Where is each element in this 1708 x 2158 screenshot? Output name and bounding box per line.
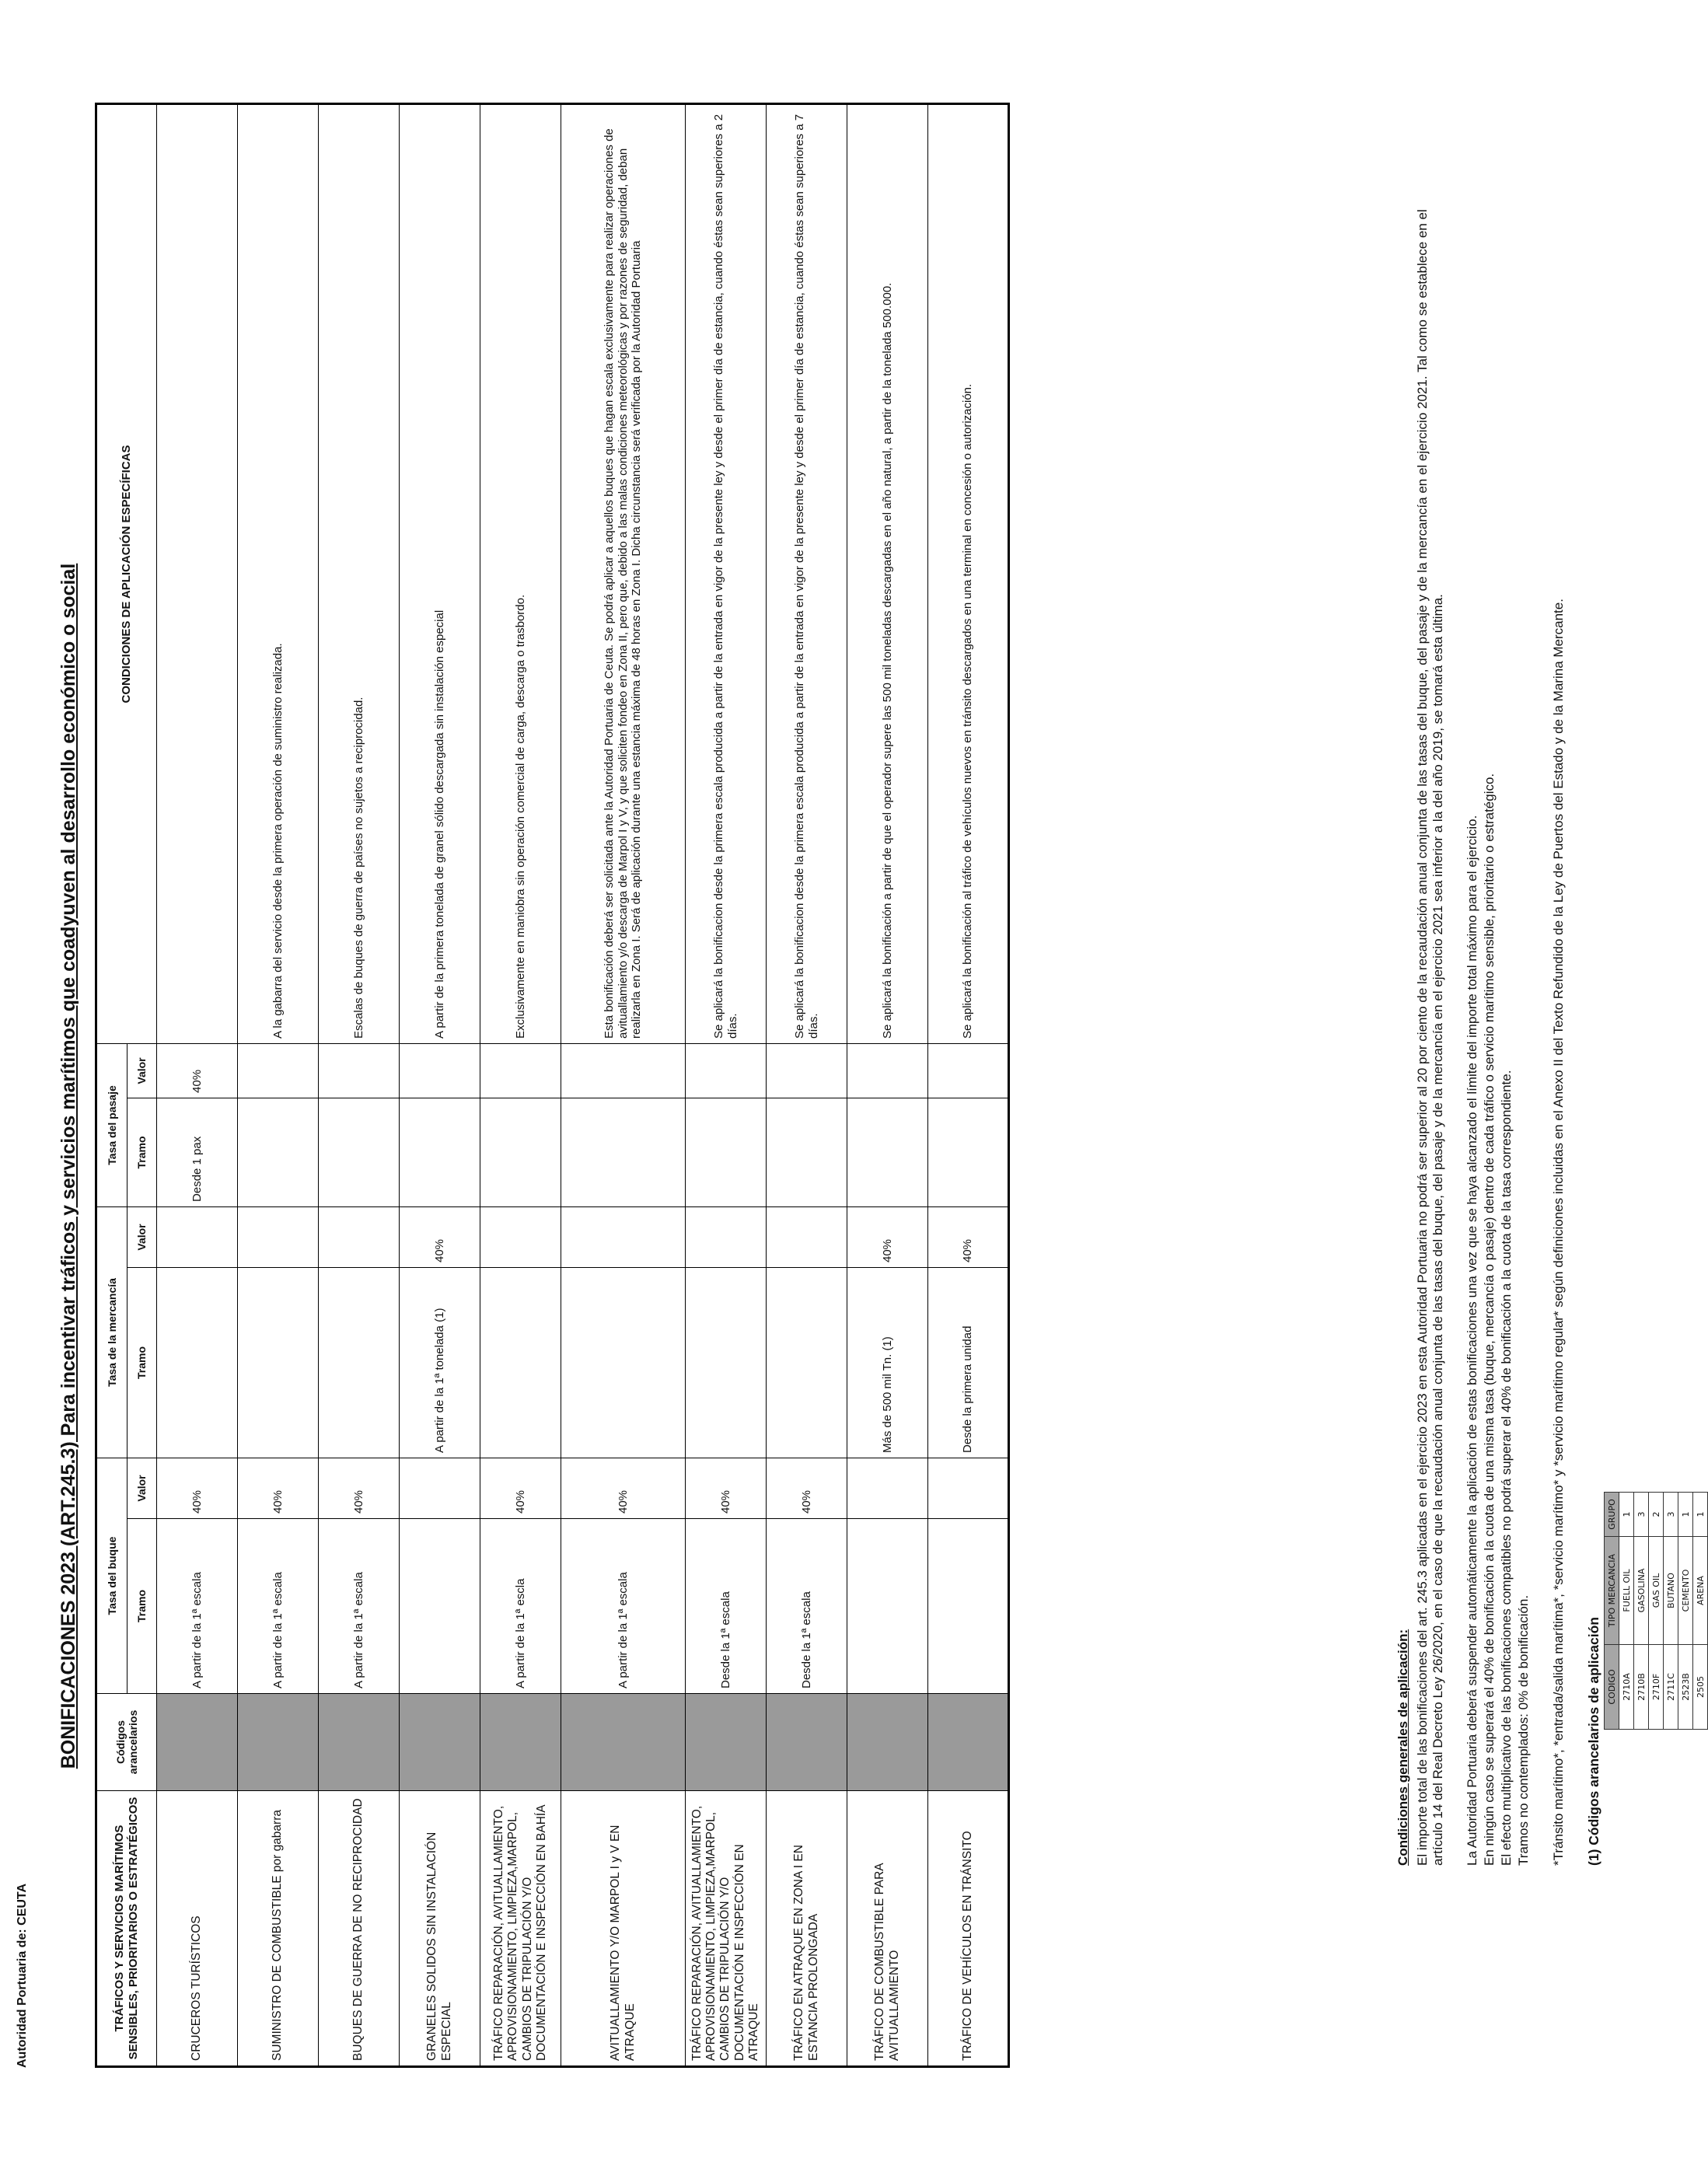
codes-header-codigo: CODIGO bbox=[1605, 1645, 1619, 1730]
conditions-cell: A partir de la primera tonelada de granel sólido descargada sin instalación especial bbox=[400, 103, 480, 1043]
ship-valor-cell: 40% bbox=[480, 1458, 561, 1519]
table-row bbox=[1649, 1493, 1664, 1730]
codes-section-title: (1) Códigos arancelarios de aplicación bbox=[1586, 1617, 1601, 1866]
traffic-cell: AVITUALLAMIENTO Y/O MARPOL I y V EN ATRAQUE bbox=[561, 1791, 686, 2067]
table-row bbox=[319, 103, 400, 2066]
table-row bbox=[480, 103, 561, 2066]
conditions-cell: Se aplicará la bonificacion desde la primera escala producida a partir de la entrada en vigor de la presente ley y desde el primer día de estancia, cuando éstas sean superiores a 2 días. bbox=[686, 103, 767, 1043]
group-cell: 3 bbox=[1634, 1493, 1649, 1537]
codes-header-tipo: TIPO MERCANCIA bbox=[1605, 1537, 1619, 1645]
ship-tramo-cell: Desde la 1ª escala bbox=[686, 1519, 767, 1694]
goods-type-cell: CEMENTO bbox=[1678, 1537, 1693, 1645]
table-row bbox=[1634, 1493, 1649, 1730]
pax-valor-cell bbox=[561, 1043, 686, 1098]
ship-valor-cell: 40% bbox=[157, 1458, 238, 1519]
codes-cell bbox=[847, 1694, 928, 1791]
document-title: BONIFICACIONES 2023 (ART.245.3) Para incentivar tráficos y servicios marítimos que coadyuven al desarrollo económico o social bbox=[58, 563, 79, 1769]
header-goods-valor: Valor bbox=[127, 1206, 157, 1267]
ship-valor-cell bbox=[847, 1458, 928, 1519]
code-cell: 2505 bbox=[1693, 1645, 1708, 1730]
pax-tramo-cell: Desde 1 pax bbox=[157, 1098, 238, 1206]
header-passenger: Tasa del pasaje bbox=[96, 1043, 127, 1206]
table-row bbox=[157, 103, 238, 2066]
header-codes: Códigos arancelarios bbox=[96, 1694, 157, 1791]
pax-tramo-cell bbox=[561, 1098, 686, 1206]
goods-valor-cell: 40% bbox=[847, 1206, 928, 1267]
pax-tramo-cell bbox=[480, 1098, 561, 1206]
goods-type-cell: FUELL OIL bbox=[1619, 1537, 1634, 1645]
pax-tramo-cell bbox=[400, 1098, 480, 1206]
codes-cell bbox=[319, 1694, 400, 1791]
code-cell: 2710B bbox=[1634, 1645, 1649, 1730]
codes-cell bbox=[238, 1694, 319, 1791]
table-row bbox=[847, 103, 928, 2066]
general-conditions-paragraph: La Autoridad Portuaria deberá suspender automáticamente la aplicación de estas bonificaciones una vez que se haya alcanzado el límite del importe total máximo para el ejercicio. bbox=[1465, 815, 1479, 1866]
ship-tramo-cell bbox=[928, 1519, 1009, 1694]
pax-tramo-cell bbox=[928, 1098, 1009, 1206]
ship-tramo-cell bbox=[400, 1519, 480, 1694]
table-row bbox=[561, 103, 686, 2066]
table-row bbox=[928, 103, 1009, 2066]
ship-tramo-cell: A partir de la 1ª escala bbox=[319, 1519, 400, 1694]
group-cell: 1 bbox=[1619, 1493, 1634, 1537]
pax-valor-cell bbox=[238, 1043, 319, 1098]
codes-cell bbox=[480, 1694, 561, 1791]
codes-header-grupo: GRUPO bbox=[1605, 1493, 1619, 1537]
conditions-cell: Escalas de buques de guerra de países no sujetos a reciprocidad. bbox=[319, 103, 400, 1043]
goods-valor-cell: 40% bbox=[400, 1206, 480, 1267]
pax-valor-cell bbox=[400, 1043, 480, 1098]
traffic-cell: TRÁFICO DE COMBUSTIBLE PARA AVITUALLAMIENTO bbox=[847, 1791, 928, 2067]
pax-tramo-cell bbox=[847, 1098, 928, 1206]
goods-valor-cell bbox=[319, 1206, 400, 1267]
ship-valor-cell: 40% bbox=[767, 1458, 847, 1519]
bonificaciones-table bbox=[95, 103, 1010, 2068]
goods-tramo-cell bbox=[767, 1268, 847, 1458]
codes-cell bbox=[157, 1694, 238, 1791]
table-row bbox=[1664, 1493, 1678, 1730]
conditions-cell: Esta bonificación deberá ser solicitada ante la Autoridad Portuaria de Ceuta. Se podrá aplicar a aquellos buques que hagan escala exclusivamente para realizar operaciones de avituallamiento y/o descarga de Marpol I y V, y que soliciten fondeo en Zona II, pero que, debido a las malas condiciones meteorológicas y por razones de seguridad, deban realizarla en Zona I. Será de aplicación durante una estancia máxima de 48 horas en Zona I. Dicha circunstancia será verificada por la Autoridad Portuaria bbox=[561, 103, 686, 1043]
ship-valor-cell bbox=[400, 1458, 480, 1519]
traffic-cell: TRÁFICO EN ATRAQUE EN ZONA I EN ESTANCIA PROLONGADA bbox=[767, 1791, 847, 2067]
table-row bbox=[686, 103, 767, 2066]
goods-valor-cell bbox=[480, 1206, 561, 1267]
table-row bbox=[400, 103, 480, 2066]
code-cell: 2710F bbox=[1649, 1645, 1664, 1730]
pax-valor-cell bbox=[847, 1043, 928, 1098]
table-row bbox=[238, 103, 319, 2066]
codes-cell bbox=[928, 1694, 1009, 1791]
codes-cell bbox=[561, 1694, 686, 1791]
header-traffic: TRÁFICOS Y SERVICIOS MARÍTIMOS SENSIBLES, PRIORITARIOS O ESTRATÉGICOS bbox=[96, 1791, 157, 2067]
group-cell: 3 bbox=[1664, 1493, 1678, 1537]
pax-tramo-cell bbox=[686, 1098, 767, 1206]
ship-tramo-cell: Desde la 1ª escala bbox=[767, 1519, 847, 1694]
header-goods: Tasa de la mercancía bbox=[96, 1206, 127, 1458]
pax-valor-cell bbox=[928, 1043, 1009, 1098]
ship-tramo-cell: A partir de la 1ª escala bbox=[561, 1519, 686, 1694]
ship-valor-cell: 40% bbox=[238, 1458, 319, 1519]
header-pax-tramo: Tramo bbox=[127, 1098, 157, 1206]
goods-tramo-cell bbox=[157, 1268, 238, 1458]
pax-valor-cell: 40% bbox=[157, 1043, 238, 1098]
codes-cell bbox=[686, 1694, 767, 1791]
goods-tramo-cell bbox=[686, 1268, 767, 1458]
pax-valor-cell bbox=[480, 1043, 561, 1098]
conditions-cell bbox=[157, 103, 238, 1043]
goods-valor-cell: 40% bbox=[928, 1206, 1009, 1267]
goods-type-cell: ARENA bbox=[1693, 1537, 1708, 1645]
conditions-cell: Se aplicará la bonificacion desde la primera escala producida a partir de la entrada en vigor de la presente ley y desde el primer día de estancia, cuando éstas sean superiores a 7 días. bbox=[767, 103, 847, 1043]
goods-valor-cell bbox=[561, 1206, 686, 1267]
ship-tramo-cell: A partir de la 1ª escala bbox=[157, 1519, 238, 1694]
goods-tramo-cell bbox=[238, 1268, 319, 1458]
pax-valor-cell bbox=[686, 1043, 767, 1098]
table-row bbox=[1693, 1493, 1708, 1730]
document-page bbox=[0, 47, 1706, 2099]
conditions-cell: Exclusivamente en maniobra sin operación comercial de carga, descarga o trasbordo. bbox=[480, 103, 561, 1043]
conditions-cell: Se aplicará la bonificación a partir de que el operador supere las 500 mil toneladas descargadas en el año natural, a partir de la tonelada 500.000. bbox=[847, 103, 928, 1043]
ship-tramo-cell bbox=[847, 1519, 928, 1694]
general-conditions-paragraph: El importe total de las bonificaciones del art. 245.3 aplicadas en el ejercicio 2023 en esta Autoridad Portuaria no podrá ser superior al 20 por ciento de la recaudación anual conjunta de las tasas del buque, del pasaje y de la mercancía en el ejercicio 2021. Tal como se establece en el artículo 14 del Real Decreto Ley 26/2020, en el caso de que la recaudación anual conjunta de las tasas del buque, del pasaje y de la mercancía en el ejercicio 2021 sea inferior a la del año 2019, se tomará esta última. bbox=[1415, 209, 1446, 1866]
goods-tramo-cell: Desde la primera unidad bbox=[928, 1268, 1009, 1458]
code-cell: 2523B bbox=[1678, 1645, 1693, 1730]
ship-tramo-cell: A partir de la 1ª escala bbox=[238, 1519, 319, 1694]
codes-cell bbox=[767, 1694, 847, 1791]
header-ship: Tasa del buque bbox=[96, 1458, 127, 1694]
header-ship-tramo: Tramo bbox=[127, 1519, 157, 1694]
code-cell: 2711C bbox=[1664, 1645, 1678, 1730]
goods-valor-cell bbox=[238, 1206, 319, 1267]
pax-valor-cell bbox=[319, 1043, 400, 1098]
header-conditions: CONDICIONES DE APLICACIÓN ESPECÍFICAS bbox=[96, 103, 157, 1043]
ship-tramo-cell: A partir de la 1ª escla bbox=[480, 1519, 561, 1694]
goods-type-cell: BUTANO bbox=[1664, 1537, 1678, 1645]
traffic-cell: CRUCEROS TURÍSTICOS bbox=[157, 1791, 238, 2067]
table-row bbox=[1678, 1493, 1693, 1730]
goods-valor-cell bbox=[686, 1206, 767, 1267]
goods-valor-cell bbox=[767, 1206, 847, 1267]
traffic-cell: TRÁFICO REPARACIÓN, AVITUALLAMIENTO, APROVISIONAMIENTO, LIMPIEZA,MARPOL, CAMBIOS DE TRIPULACIÓN Y/O DOCUMENTACIÓN E INSPECCIÓN EN BAHÍA bbox=[480, 1791, 561, 2067]
table-row bbox=[1619, 1493, 1634, 1730]
goods-tramo-cell: Más de 500 mil Tn. (1) bbox=[847, 1268, 928, 1458]
definitions-note: *Tránsito marítimo*, *entrada/salida marítima*, *servicio marítimo* y *servicio marítimo regular* según definiciones incluidas en el Anexo II del Texto Refundido de la Ley de Puertos del Estado y de la Marina Mercante. bbox=[1551, 599, 1566, 1866]
pax-tramo-cell bbox=[319, 1098, 400, 1206]
goods-tramo-cell: A partir de la 1ª tonelada (1) bbox=[400, 1268, 480, 1458]
goods-valor-cell bbox=[157, 1206, 238, 1267]
conditions-cell: Se aplicará la bonificación al tráfico de vehículos nuevos en tránsito descargados en una terminal en concesión o autorización. bbox=[928, 103, 1009, 1043]
general-conditions-paragraph: El efecto multiplicativo de las bonificaciones compatibles no podrá superar el 40% de bonificación a la cuota de la tasa correspondiente. bbox=[1499, 1070, 1514, 1866]
authority-label: Autoridad Portuaria de: CEUTA bbox=[16, 1883, 29, 2068]
traffic-cell: GRANELES SOLIDOS SIN INSTALACIÓN ESPECIAL bbox=[400, 1791, 480, 2067]
goods-tramo-cell bbox=[319, 1268, 400, 1458]
group-cell: 2 bbox=[1649, 1493, 1664, 1537]
pax-tramo-cell bbox=[767, 1098, 847, 1206]
goods-tramo-cell bbox=[561, 1268, 686, 1458]
header-pax-valor: Valor bbox=[127, 1043, 157, 1098]
goods-tramo-cell bbox=[480, 1268, 561, 1458]
general-conditions-title: Condiciones generales de aplicación: bbox=[1395, 1629, 1410, 1866]
goods-type-cell: GAS OIL bbox=[1649, 1537, 1664, 1645]
traffic-cell: BUQUES DE GUERRA DE NO RECIPROCIDAD bbox=[319, 1791, 400, 2067]
ship-valor-cell: 40% bbox=[561, 1458, 686, 1519]
code-cell: 2710A bbox=[1619, 1645, 1634, 1730]
group-cell: 1 bbox=[1693, 1493, 1708, 1537]
pax-tramo-cell bbox=[238, 1098, 319, 1206]
conditions-cell: A la gabarra del servicio desde la primera operación de suministro realizada. bbox=[238, 103, 319, 1043]
general-conditions-paragraph: Tramos no contemplados: 0% de bonificación. bbox=[1516, 1594, 1531, 1866]
ship-valor-cell: 40% bbox=[686, 1458, 767, 1519]
traffic-cell: TRÁFICO DE VEHÍCULOS EN TRÁNSITO bbox=[928, 1791, 1009, 2067]
ship-valor-cell bbox=[928, 1458, 1009, 1519]
traffic-cell: TRÁFICO REPARACIÓN, AVITUALLAMIENTO, APROVISIONAMIENTO, LIMPIEZA,MARPOL, CAMBIOS DE TRIPULACIÓN Y/O DOCUMENTACIÓN E INSPECCIÓN EN ATRAQUE bbox=[686, 1791, 767, 2067]
group-cell: 1 bbox=[1678, 1493, 1693, 1537]
table-row bbox=[767, 103, 847, 2066]
codes-cell bbox=[400, 1694, 480, 1791]
codes-table bbox=[1604, 1492, 1708, 1730]
header-goods-tramo: Tramo bbox=[127, 1268, 157, 1458]
traffic-cell: SUMINISTRO DE COMBUSTIBLE por gabarra bbox=[238, 1791, 319, 2067]
goods-type-cell: GASOLINA bbox=[1634, 1537, 1649, 1645]
general-conditions-paragraph: En ningún caso se superará el 40% de bonificación a la cuota de una misma tasa (buque, mercancía o pasaje) dentro de cada tráfico o servicio marítimo sensible, prioritario o estratégico. bbox=[1482, 773, 1497, 1866]
pax-valor-cell bbox=[767, 1043, 847, 1098]
ship-valor-cell: 40% bbox=[319, 1458, 400, 1519]
header-ship-valor: Valor bbox=[127, 1458, 157, 1519]
